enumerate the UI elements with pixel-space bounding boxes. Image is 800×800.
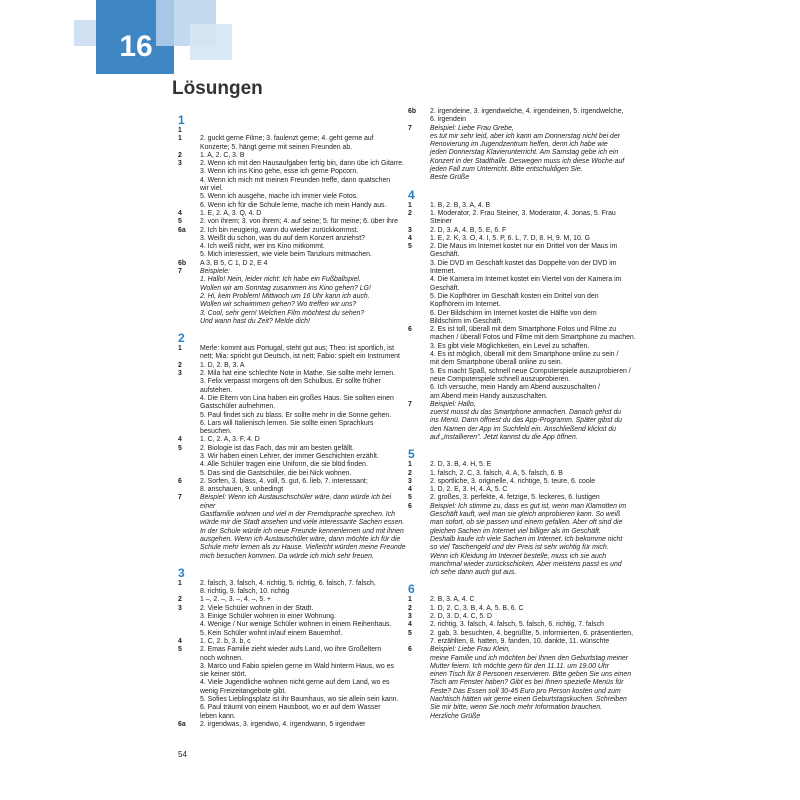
exercise-number: 7 — [178, 268, 182, 276]
answer-row — [408, 108, 636, 125]
answer-text: 2. Emas Familie zieht wieder aufs Land, wo ihre Großeltern noch wohnen. 3. Marco und Fabio spielen gerne im Wald hinterm Haus, wo es sie keiner stört. 4. Viele Jugendliche wohnen nicht gerne auf dem Land, wo es wenig Freizeitangebote gibt. 5. Sofies Lieblingsplatz ist ihr Baumhaus, wo sie allein sein kann. 6. Paul träumt von einem Hausboot, wo er auf dem Wasser leben kann. — [200, 646, 399, 720]
answer-row — [408, 461, 636, 469]
answer-row — [408, 243, 636, 326]
answer-text: 2. D, 3. D, 4. C, 5. D — [430, 613, 493, 621]
answer-text: 2. D, 3. A, 4. B, 5. E, 6. F — [430, 226, 507, 234]
exercise-number: 2 — [408, 209, 412, 217]
answer-text: 2. D, 3. B, 4. H, 5. E — [430, 461, 492, 469]
answer-text: 2. Wenn ich mit den Hausaufgaben fertig bin, dann übe ich Gitarre. 3. Wenn ich ins Kino gehe, esse ich gerne Popcorn. 4. Wenn ich mich mit meinen Freunden treffe, dann quatschen wir viel. 5. Wenn ich ausgehe, mache ich immer viele Fotos. 6. Wenn ich für die Schule lerne, mache ich mein Handy aus. — [200, 160, 405, 209]
answer-row — [408, 596, 636, 604]
answer-row — [178, 345, 406, 362]
answer-row — [408, 210, 636, 227]
exercise-number: 6b — [178, 259, 187, 267]
exercise-number: 5 — [408, 629, 412, 637]
exercise-number: 2 — [408, 604, 412, 612]
answer-text: 1. D, 2. B, 3. A — [200, 361, 245, 369]
answer-row — [178, 152, 406, 160]
answer-text: 1. Moderator, 2. Frau Steiner, 3. Moderator, 4. Jonas, 5. Frau Steiner — [430, 209, 616, 226]
answer-text: 2. guckt gerne Filme; 3. faulenzt gerne; 4. geht gerne auf Konzerte; 5. hängt gerne mit seinen Freunden ab. — [200, 135, 374, 151]
answer-text: 2. von ihrem; 3. von ihrem; 4. auf seine; 5. für meine; 6. über ihre — [200, 218, 399, 226]
answer-text: 2. falsch, 3. falsch, 4. richtig, 5. richtig, 6. falsch, 7. falsch, 8. richtig, 9. falsch, 10. richtig — [200, 579, 376, 596]
answer-row — [408, 486, 636, 494]
exercise-number: 6 — [408, 502, 412, 510]
answer-row — [408, 621, 636, 629]
answer-row — [408, 630, 636, 647]
exercise-number: 4 — [178, 436, 182, 444]
exercise-number: 7 — [408, 400, 412, 408]
exercise-number: 1 — [178, 579, 182, 587]
exercise-number: 6a — [178, 226, 186, 234]
section-number: 2 — [178, 331, 185, 346]
exercise-number: 3 — [408, 613, 412, 621]
answer-row — [178, 218, 406, 226]
answer-row — [178, 210, 406, 218]
answer-text: 2. Sorfen, 3. blass, 4. voll, 5. gut, 6. lieb, 7. interessant; 8. anschauen, 9. unbedingt — [200, 477, 368, 494]
answer-row — [178, 436, 406, 444]
exercise-number: 3 — [178, 160, 182, 168]
answer-text: 2. Die Maus im Internet kostet nur ein Drittel von der Maus im Geschäft. 3. Die DVD im Geschäft kostet das Doppelte von der DVD im Internet. 4. Die Kamera im Internet kostet ein Viertel von der Kamera im Geschäft. 5. Die Kopfhörer im Geschäft kosten ein Drittel von den Kopfhörern im Internet. 6. Der Bildschirm im Internet kostet die Hälfte von dem Bildschirm im Geschäft. — [430, 243, 622, 325]
decor-square — [190, 24, 232, 60]
answer-text: 2. gab, 3. besuchten, 4. begrüßte, 5. informierten, 6. präsentierten, 7. erzählten, 8. hatten, 9. fanden, 10. dankte, 11. wünschte — [430, 629, 634, 645]
answer-text: Beispiel: Hallo, zuerst musst du das Smartphone anmachen. Danach gehst du ins Menü. Dann öffnest du das App-Programm. Später gibst du den Namen der App im Suchfeld ein. Anschließend klickst du auf „Installieren". Jetzt kannst du die App öffnen. — [430, 400, 623, 441]
answer-row — [178, 260, 406, 268]
exercise-number: 6 — [408, 646, 412, 654]
exercise-number: 5 — [408, 494, 412, 502]
answer-row — [408, 503, 636, 578]
answer-row — [178, 160, 406, 210]
answer-text: 2. B, 3. A, 4. C — [430, 596, 475, 604]
answer-text: 1 –, 2. –, 3. –, 4. –, 5. + — [200, 596, 272, 604]
answer-row — [178, 135, 406, 152]
exercise-number: 2 — [408, 469, 412, 477]
answer-text: 2. Ich bin neugierig, wann du wieder zurückkommst. 3. Weißt du schon, was du auf dem Konzert anziehst? 4. Ich weiß nicht, wer ins Kino mitkommt. 5. Mich interessiert, wie viele beim Tanzkurs mitmachen. — [200, 226, 372, 259]
exercise-number: 4 — [408, 486, 412, 494]
answer-text: 2. irgendeine, 3. irgendwelche, 4. irgendeinen, 5. irgendwelche, 6. irgendein — [430, 108, 624, 124]
exercise-number: 3 — [178, 370, 182, 378]
answer-text: 1. D, 2. E, 3. H, 4. A, 5. C — [430, 486, 508, 494]
exercise-number: 3 — [408, 477, 412, 485]
answer-text — [200, 127, 406, 135]
exercise-number: 1 — [178, 135, 182, 143]
right-column — [408, 108, 636, 721]
exercise-number: 3 — [408, 226, 412, 234]
answer-row — [178, 478, 406, 495]
answer-text: 1. D, 2. C, 3. B, 4. A, 5. B, 6. C — [430, 604, 524, 612]
answer-row — [408, 125, 636, 183]
answer-text: 1. falsch, 2. C, 3. falsch, 4. A, 5. falsch, 6. B — [430, 469, 563, 477]
answer-row — [408, 478, 636, 486]
answer-row — [408, 646, 636, 721]
answer-text: Merle: kommt aus Portugal, steht gut aus; Theo: ist sportlich, ist nett; Mia: spricht gut Deutsch, ist nett; Fabio: spielt ein Instrument — [200, 345, 400, 361]
answer-row — [178, 268, 406, 276]
exercise-number: 5 — [178, 218, 182, 226]
answer-text: 1. B, 2. B, 3. A, 4. B — [430, 201, 491, 209]
answer-row — [178, 721, 406, 729]
answer-row — [178, 580, 406, 597]
exercise-number: 7 — [178, 494, 182, 502]
answer-row — [408, 326, 636, 401]
answer-text: 2. Es ist toll, überall mit dem Smartphone Fotos und Filme zu machen / überall Fotos und Filme mit dem Smartphone zu machen. 3. Es gibt viele Möglichkeiten, ein Level zu schaffen. 4. Es ist möglich, überall mit dem Smartphone online zu sein / mit dem Smartphone überall online zu sein. 5. Es macht Spaß, schnell neue Computerspiele auszuprobieren / neue Computerspiele schnell auszuprobieren. 6. Ich versuche, mein Handy am Abend auszuschalten / am Abend mein Handy auszuschalten. — [430, 326, 636, 400]
answer-row — [178, 646, 406, 721]
exercise-number: 4 — [408, 234, 412, 242]
answer-row — [178, 370, 406, 436]
answer-row — [178, 494, 406, 560]
exercise-number: 4 — [178, 637, 182, 645]
exercise-number: 1 — [178, 127, 182, 134]
exercise-number: 5 — [178, 444, 182, 452]
exercise-number: 6 — [408, 326, 412, 334]
answer-text: Beispiel: Liebe Frau Grebe, es tut mir sehr leid, aber ich kann am Donnerstag nicht bei der Renovierung im Jugendzentrum helfen, denn ich habe wie jeden Donnerstag Klavierunterricht. Am Samstag gebe ich ein Konzert in der Stadthalle. Deswegen muss ich diese Woche auf jeden Fall zum Unterricht. Bitte entschuldigen Sie. Beste Grüße — [430, 124, 625, 182]
answer-row — [408, 227, 636, 235]
answer-row — [178, 445, 406, 478]
answer-row — [178, 638, 406, 646]
answer-row — [408, 613, 636, 621]
answer-text: 2. sportliche, 3. originelle, 4. richtige, 5. teure, 6. coole — [430, 477, 596, 485]
exercise-number: 5 — [408, 243, 412, 251]
exercise-number: 4 — [408, 621, 412, 629]
answer-text: 2. großes, 3. perfekte, 4. fetzige, 5. leckeres, 6. lustigen — [430, 494, 600, 502]
exercise-number: 1 — [178, 345, 182, 353]
answer-row — [408, 494, 636, 502]
answer-text: Beispiel: Wenn ich Austauschschüler wäre, dann würde ich bei einer Gastfamilie wohnen und viel in der Fremdsprache sprechen. Ich würde mir die Stadt ansehen und viele interessante Sachen essen. In der Schule würde ich neue Freunde kennenlernen und mit ihnen ausgehen. Wenn ich Austauschüler wäre, dann möchte ich für die Schule mehr lernen als zu Hause. Vielleicht würden meine Freunde mich besuchen kommen. Da würde ich mich sehr freuen. — [200, 494, 406, 560]
answer-row — [408, 605, 636, 613]
exercise-number: 1 — [408, 596, 412, 604]
exercise-number: 2 — [178, 361, 182, 369]
section-number: 5 — [408, 447, 415, 462]
exercise-number: 2 — [178, 151, 182, 159]
exercise-number — [178, 276, 200, 326]
answer-text: 1. Hallo! Nein, leider nicht: Ich habe ein Fußballspiel. Wollen wir am Sonntag zusammen ins Kino gehen? LG! 2. Hi, kein Problem! Mittwoch um 16 Uhr kann ich auch. Wollen wir schwimmen gehen? Wo treffen wir uns? 3. Cool, sehr gern! Welchen Film möchtest du sehen? Und wann hast du Zeit? Melde dich! — [200, 276, 371, 325]
exercise-number: 1 — [408, 461, 412, 469]
answer-text: 1. C, 2. b, 3. b, c — [200, 637, 251, 645]
exercise-number: 6a — [178, 720, 186, 728]
answer-text: 2. Mila hat eine schlechte Note in Mathe. Sie sollte mehr lernen. 3. Felix verpasst morgens oft den Schulbus. Er sollte früher aufstehen. 4. Die Eltern von Lina haben ein großes Haus. Sie sollten einen Gastschüler aufnehmen. 5. Paul findet sich zu blass. Er sollte mehr in die Sonne gehen. 6. Lars will Italienisch lernen. Sie sollte einen Sprachkurs besuchen. — [200, 370, 395, 436]
answer-row — [178, 127, 406, 135]
section-number: 3 — [178, 565, 185, 580]
exercise-number: 4 — [178, 209, 182, 217]
exercise-number: 2 — [178, 596, 182, 604]
answer-text: 2. richtig, 3. falsch, 4. falsch, 5. falsch, 6. richtig, 7. falsch — [430, 621, 604, 629]
answer-row — [178, 276, 406, 326]
exercise-number: 6 — [178, 477, 182, 485]
exercise-number: 7 — [408, 124, 412, 132]
exercise-number: 5 — [178, 646, 182, 654]
answer-text: 1. C, 2. A, 3. F, 4. D — [200, 436, 260, 444]
answer-row — [408, 470, 636, 478]
answer-row — [178, 605, 406, 638]
answer-text: Beispiel: Ich stimme zu, dass es gut ist, wenn man Klamotten im Geschäft kauft, weil man sie gleich anprobieren kann. So weiß man sofort, ob sie passen und einem gefallen. Aber oft sind die gleichen Sachen im Internet viel billiger als im Geschäft. Deshalb kaufe ich viele Sachen im Internet. Ich bekomme nicht so viel Taschengeld und der Preis ist sehr wichtig für mich. Wenn ich Kleidung im Internet bestelle, muss ich sie auch manchmal wieder zurückschicken. Aber meistens passt es und ich sehe dann auch gut aus. — [430, 502, 627, 577]
answer-row — [408, 235, 636, 243]
answer-text: A 3, B 5, C 1, D 2, E 4 — [200, 259, 268, 267]
answer-row — [408, 401, 636, 442]
section-number: 4 — [408, 187, 415, 202]
page-title: Lösungen — [172, 78, 263, 99]
section-number: 6 — [408, 582, 415, 597]
answer-text: Beispiele: — [200, 268, 230, 276]
answer-row — [408, 202, 636, 210]
answer-text: 1. A, 2. C, 3. B — [200, 151, 245, 159]
answer-text: 1. E, 2. A, 3. Q, 4. D — [200, 209, 262, 217]
answer-text: 2. irgendwas, 3. irgendwo, 4. irgendwann, 5 irgendwer — [200, 720, 366, 728]
answer-text: 1. E, 2. K, 3. O, 4. I, 5. P, 6. L, 7. D, 8. H, 9. M, 10. G — [430, 234, 590, 242]
exercise-number: 3 — [178, 604, 182, 612]
chapter-number: 16 — [119, 30, 153, 63]
answer-row — [178, 227, 406, 260]
exercise-number: 6b — [408, 108, 417, 115]
answer-row — [178, 362, 406, 370]
page-number: 54 — [178, 750, 187, 759]
section-number: 1 — [178, 113, 185, 127]
left-column — [178, 108, 406, 729]
exercise-number: 1 — [408, 201, 412, 209]
answer-text: 2. Biologie ist das Fach, das mir am besten gefällt. 3. Wir haben einen Lehrer, der immer Geschichten erzählt. 4. Alle Schüler tragen eine Uniform, die sie blöd finden. 5. Das sind die Gastschüler, die bei Nick wohnen. — [200, 444, 379, 477]
answer-row — [178, 596, 406, 604]
answer-text: 2. Viele Schüler wohnen in der Stadt. 3. Einige Schüler wohnen in einer Wohnung. 4. Wenige / Nur wenige Schüler wohnen in einem Reihenhaus. 5. Kein Schüler wohnt in/auf einem Bauernhof. — [200, 604, 392, 637]
answer-text: Beispiel: Liebe Frau Klein, meine Familie und ich möchten bei Ihnen den Geburtstag meiner Mutter feiern. Ich möchte gern für den 11.11. um 19.00 Uhr einen Tisch für 8 Personen reservieren. Bitte geben Sie uns einen Tisch am Fenster haben? Gibt es bei Ihnen spezielle Menüs für Feste? Das Essen soll 30-45 Euro pro Person kosten und zum Nachtisch hätten wir gerne einen Geburtstagskuchen. Schreiben Sie mir bitte, wenn Sie noch mehr Information brauchen. Herzliche Grüße — [430, 646, 632, 720]
